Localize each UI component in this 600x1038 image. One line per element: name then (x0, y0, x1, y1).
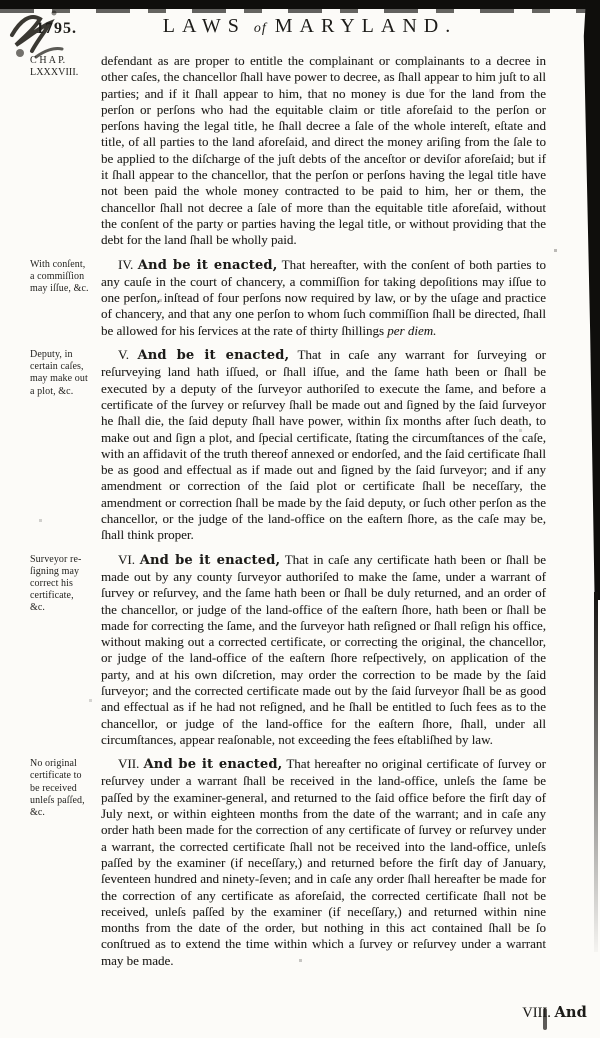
section-paragraph (101, 756, 546, 969)
section-iv (30, 257, 546, 339)
text-run: VI. (118, 551, 140, 567)
section-vi (30, 552, 546, 749)
text-run: That in caſe any warrant for ſurveying or reſurveying land hath iſſued, or ſhall iſſue, and the ſame hath been or ſhall be executed by a deputy of the ſurveyor authoriſed to execute the ſame, and before a certificate of the ſurvey or reſurvey ſhall be made out and ſigned by the ſaid ſurveyor he ſhall die, the ſaid deputy ſhall have power, within ſix months after ſuch death, to make out and ſign a plot, and ſpecial certificate, ſtating the circumſtances of the caſe, with an affidavit of the truth thereof annexed or endorſed, and the ſaid certificate ſhall be as good and effectual as if made out and ſigned by the ſaid ſurveyor; and if any amendment or correction of the ſaid plot or certificate ſhall be neceſſary, the amendment or correction ſhall be made by the ſaid deputy, or ſuch other perſon as the chancellor, or the judge of the land-office on the eaſtern ſhore, as the caſe may be, ſhall think proper. (101, 347, 546, 543)
section-paragraph (101, 53, 546, 249)
section-paragraph (101, 257, 546, 339)
margin-note (30, 257, 98, 296)
margin-note-line: be received (30, 782, 77, 794)
chap-lxxxviii-continuation (30, 53, 546, 249)
margin-note-line: may make out (30, 373, 88, 385)
margin-note-line: No original (30, 758, 77, 770)
text-run: IV. (118, 256, 138, 272)
margin-note (30, 347, 98, 398)
margin-note-line: unleſs paſſed, (30, 794, 85, 806)
margin-note-line: C H A P. (30, 55, 66, 66)
text-run: And be it enacted, (137, 348, 290, 364)
margin-note-line: a commiſſion (30, 270, 85, 282)
margin-note-line: a plot, &c. (30, 385, 74, 397)
margin-note-line: LXXXVIII. (30, 67, 79, 79)
text-run: V. (118, 347, 138, 363)
margin-note-line: may iſſue, &c. (30, 282, 89, 294)
catchword-part: VIII. (522, 1005, 555, 1021)
margin-note (30, 756, 98, 819)
catchword-part: And (554, 1004, 587, 1021)
section-paragraph (101, 552, 546, 749)
section-v (30, 347, 546, 544)
year-label: 1795. (36, 20, 77, 37)
title-word: LAWS (162, 15, 246, 37)
margin-note-line: Surveyor re- (30, 553, 82, 565)
text-run: That hereafter no original certificate of ſurvey or reſurvey under a warrant ſhall be received in the land-office, unleſs the ſame be paſſed by the examiner-general, and returned to the ſaid office before the firſt day of July next, or within eighteen months from the date of the warrant; and in caſe any order hath been made for the correction of any certificate of ſurvey or reſurvey under a warrant, the corrected certificate ſhall not be received into the land-office, unleſs paſſed by the examiner (if neceſſary,) and returned before the firſt day of January, ſeventeen hundred and ninety-ſeven; and in caſe any order ſhall hereafter be made for the correction of any certificate as aforeſaid, the corrected certificate ſhall not be received, unleſs paſſed by the examiner (if neceſſary,) and returned within nine months from the date of the order, but nothing in this act contained ſhall be ſo conſtrued as to extend the time within which a ſurvey or reſurvey under a warrant may be made. (101, 756, 546, 968)
text-run: And be it enacted, (139, 552, 281, 568)
margin-note-line: With conſent, (30, 258, 86, 270)
text-run: defendant as are proper to entitle the complainant or complainants to a decree in other caſes, the chancellor ſhall have power to decree, as ſhall appear to him juſt to all parties; and if it ſhall appear to him, that no money is due for the land from the perſon or perſons who had the equitable claim or title aforeſaid to the perſon or perſons having the legal title, he ſhall decree a ſale of the whole intereſt, eſtate and title, of all parties to the land aforeſaid, and direct the money ariſing from the ſale to be applied to the diſcharge of the juſt debts of the anceſtor or deviſor aforeſaid; but if it ſhall appear to the chancellor, that the perſon or perſons having the legal title have not been paid the whole money contracted to be paid to him, her or them, the chancellor ſhall not decree a ſale of more than the equitable title aforeſaid, without the conſent of the party or parties having the legal title, or without providing that the debt for the land ſhall be wholly paid. (101, 53, 546, 248)
text-run: That in caſe any certificate hath been or ſhall be made out by any county ſurveyor authoriſed to make the ſame, under a warrant of ſurvey or reſurvey, and the ſame hath been or ſhall be duly returned, and an order of the chancellor, or judge of the land-office of the eaſtern ſhore, hath been or ſhall be made for correcting the ſame, and the ſurveyor hath reſigned or ſhall reſign his office, without making out a corrected certificate, or correcting the original, the chancellor, or judge of the land-office of the eaſtern ſhore reſpectively, on application of the party, and at his own diſcretion, may order the correction to be made by the ſaid ſurveyor; and the corrected certificate made out by the ſaid ſurveyor ſhall be as good and effectual as if he had not reſigned, and he ſhall be entitled to ſuch fees as to the chancellor, or judge of the land-office for the eaſtern ſhore, ſhall, under all circumſtances, appear reaſonable, not exceeding the fees eſtabliſhed by law. (101, 551, 546, 747)
section-paragraph (101, 347, 546, 544)
title-word: of (253, 21, 267, 36)
margin-note (30, 53, 98, 79)
act-text (30, 53, 546, 977)
margin-note-line: Deputy, in (30, 349, 73, 361)
scan-edge-right (582, 0, 600, 600)
margin-note-line: &c. (30, 806, 46, 818)
text-run: And be it enacted, (137, 257, 278, 273)
text-run: And be it enacted, (143, 757, 283, 773)
margin-note-line: certificate, (30, 590, 74, 602)
section-vii (30, 756, 546, 969)
margin-note (30, 552, 98, 615)
margin-note-line: correct his (30, 578, 74, 590)
scan-edge-right-thin (594, 592, 598, 952)
margin-note-line: ſigning may (30, 565, 80, 577)
page-title (60, 15, 560, 38)
text-run: per diem. (387, 322, 437, 338)
title-word: MARYLAND. (274, 15, 458, 37)
margin-note-line: &c. (30, 602, 46, 614)
catchword (522, 1004, 587, 1022)
margin-note-line: certain caſes, (30, 361, 84, 373)
text-run: That hereafter, with the conſent of both parties to any cauſe in the court of chancery, a commiſſion for taking depoſitions may iſſue to one perſon, inſtead of four perſons now required by law, or by the uſage and practice of chancery, and that any one perſon to whom ſuch commiſſion ſhall be directed, ſhall be allowed for his ſervices at the rate of thirty ſhillings (101, 256, 546, 338)
scan-specks (0, 0, 1, 1)
text-run: VII. (118, 756, 144, 772)
margin-note-line: certificate to (30, 770, 82, 782)
